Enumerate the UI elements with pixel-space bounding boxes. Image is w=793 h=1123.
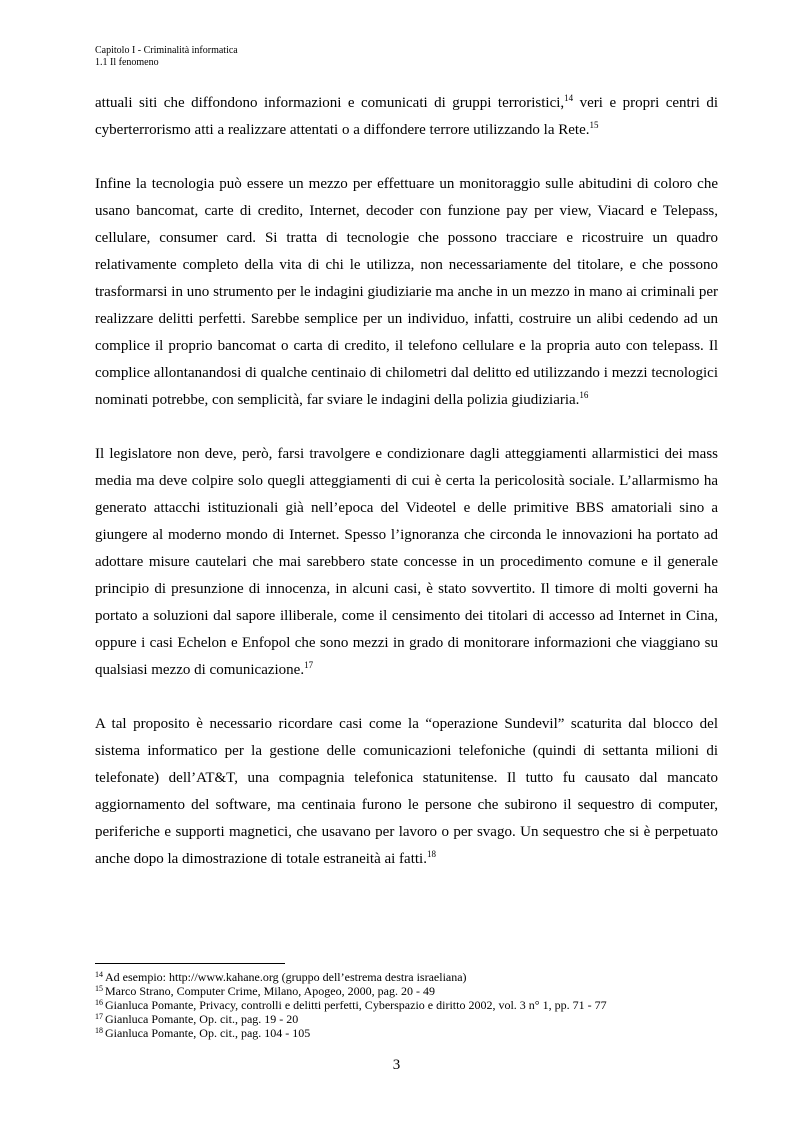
footnote-ref[interactable]: 14 bbox=[564, 93, 574, 103]
footnote-number: 18 bbox=[95, 1026, 103, 1035]
running-header bbox=[95, 45, 238, 69]
footnote bbox=[95, 1012, 718, 1026]
paragraph bbox=[95, 171, 718, 414]
footnote-text: Ad esempio: http://www.kahane.org (gruppo dell’estrema destra israeliana) bbox=[105, 970, 467, 984]
footnote-text: Gianluca Pomante, Privacy, controlli e delitti perfetti, Cyberspazio e diritto 2002, vol. 3 n° 1, pp. 71 - 77 bbox=[105, 998, 607, 1012]
section-title: 1.1 Il fenomeno bbox=[95, 57, 159, 68]
footnote bbox=[95, 970, 718, 984]
footnote bbox=[95, 1026, 718, 1040]
paragraph bbox=[95, 90, 718, 144]
footnote-text: Gianluca Pomante, Op. cit., pag. 104 - 105 bbox=[105, 1026, 311, 1040]
page-number: 3 bbox=[392, 1057, 401, 1073]
footnote-ref[interactable]: 15 bbox=[589, 120, 599, 130]
footnote-number: 16 bbox=[95, 998, 103, 1007]
paragraph-text: Infine la tecnologia può essere un mezzo per effettuare un monitoraggio sulle abitudini di coloro che usano bancomat, carte di credito, Internet, decoder con funzione pay per view, Viacard e Telepass, cellulare, consumer card. Si tratta di tecnologie che possono tracciare e ricostruire un quadro relativamente completo della vita di chi le utilizza, non necessariamente del titolare, e che possono trasformarsi in uno strumento per le indagini giudiziarie ma anche in un mezzo in mano ai criminali per realizzare delitti perfetti. Sarebbe semplice per un individuo, infatti, costruire un alibi cedendo ad un complice il proprio bancomat o carta di credito, il telefono cellulare e la propria auto con telepass. Il complice allontanandosi di qualche centinaio di chilometri dal delitto ed utilizzando i mezzi tecnologici nominati potrebbe, con semplicità, far sviare le indagini della polizia giudiziaria. bbox=[95, 176, 718, 408]
chapter-title: Capitolo I - Criminalità informatica bbox=[95, 45, 238, 56]
footnote bbox=[95, 998, 718, 1012]
footnote-ref[interactable]: 18 bbox=[426, 849, 436, 859]
paragraph-text: veri e propri centri di cyberterrorismo atti a realizzare attentati o a diffondere terrore utilizzando la Rete. bbox=[95, 95, 719, 138]
footnote-ref[interactable]: 17 bbox=[304, 660, 314, 670]
footnote-number: 17 bbox=[95, 1012, 103, 1021]
paragraph bbox=[95, 711, 718, 873]
paragraph-text: Il legislatore non deve, però, farsi travolgere e condizionare dagli atteggiamenti allarmistici dei mass media ma deve colpire solo quegli atteggiamenti di cui è certa la pericolosità sociale. L’allarmismo ha generato attacchi istituzionali già nell’epoca del Videotel e delle primitive BBS amatoriali sino a giungere al moderno mondo di Internet. Spesso l’ignoranza che circonda le innovazioni ha portato ad adottare misure cautelari che mai sarebbero state concesse in un procedimento comune e il generale principio di presunzione di innocenza, in alcuni casi, è stato sovvertito. Il timore di molti governi ha portato a soluzioni dal sapore illiberale, come il censimento dei titolari di accesso ad Internet in Cina, oppure i casi Echelon e Enfopol che sono mezzi in grado di monitorare informazioni che viaggiano su qualsiasi mezzo di comunicazione. bbox=[95, 446, 718, 678]
footnote-number: 15 bbox=[95, 984, 103, 993]
footnote-text: Marco Strano, Computer Crime, Milano, Apogeo, 2000, pag. 20 - 49 bbox=[105, 984, 435, 998]
footnote bbox=[95, 984, 718, 998]
paragraph-text: attuali siti che diffondono informazioni e comunicati di gruppi terroristici, bbox=[95, 95, 565, 111]
footnotes bbox=[95, 970, 718, 1040]
footnote-text: Gianluca Pomante, Op. cit., pag. 19 - 20 bbox=[105, 1012, 299, 1026]
footnote-number: 14 bbox=[95, 970, 103, 979]
paragraph bbox=[95, 441, 718, 684]
body-text bbox=[95, 90, 718, 900]
footnote-ref[interactable]: 16 bbox=[579, 390, 589, 400]
footnote-separator bbox=[95, 963, 285, 964]
paragraph-text: A tal proposito è necessario ricordare casi come la “operazione Sundevil” scaturita dal blocco del sistema informatico per la gestione delle comunicazioni telefoniche (quindi di settanta milioni di telefonate) dell’AT&T, una compagnia telefonica statunitense. Il tutto fu causato dal mancato aggiornamento del software, ma centinaia furono le persone che subirono il sequestro di computer, periferiche e supporti magnetici, che usavano per lavoro o per svago. Un sequestro che si è perpetuato anche dopo la dimostrazione di totale estraneità ai fatti. bbox=[95, 716, 718, 867]
